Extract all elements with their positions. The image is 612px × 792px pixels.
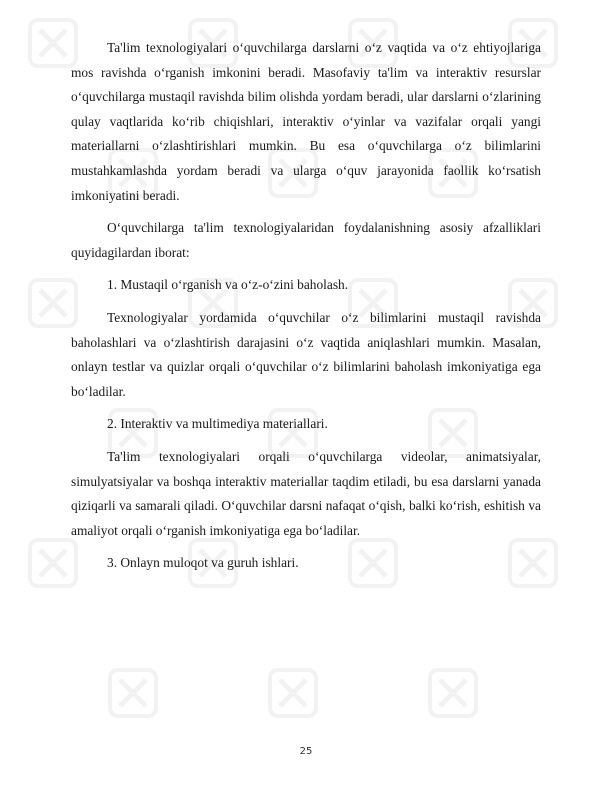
list-heading-3: 3. Onlayn muloqot va guruh ishlari.: [107, 555, 299, 571]
paragraph-multimedia: Ta'lim texnologiyalari orqali o‘quvchilarga videolar, animatsiyalar, simulyatsiyalar va boshqa interaktiv materiallar taqdim etiladi, bu esa darslarni yanada qiziqarli va samarali qiladi. O‘quvchilar darsni nafaqat o‘qish, balki ko‘rish, eshitish va amaliyot orqali o‘rganish imkoniyatiga ega bo‘ladilar.: [71, 448, 541, 538]
paragraph-self-assessment: Texnologiyalar yordamida o‘quvchilar o‘z bilimlarini mustaqil ravishda baholashlari va o‘zlashtirish darajasini o‘z vaqtida aniqlashlari mumkin. Masalan, onlayn testlar va quizlar orqali o‘quvchilar o‘z bilimlarini baholash imkoniyatiga ega bo‘ladilar.: [71, 309, 541, 399]
list-heading-2: 2. Interaktiv va multimediya materiallari.: [107, 416, 328, 432]
page-number: 25: [299, 746, 313, 757]
body-text: [71, 36, 541, 576]
paragraph-advantages-lead: O‘quvchilarga ta'lim texnologiyalaridan foydalanishning asosiy afzalliklari quyidagilardan iborat:: [71, 220, 541, 260]
list-heading-1: 1. Mustaqil o‘rganish va o‘z-o‘zini baholash.: [107, 277, 349, 293]
paragraph-intro: Ta'lim texnologiyalari o‘quvchilarga darslarni o‘z vaqtida va o‘z ehtiyojlariga mos ravishda o‘rganish imkonini beradi. Masofaviy ta'lim va interaktiv resurslar o‘quvchilarga mustaqil ravishda bilim olishda yordam beradi, ular darslarni o‘zlarining qulay vaqtlarida ko‘rib chiqishlari, interaktiv o‘yinlar va vazifalar orqali yangi materiallarni o‘zlashtirishlari mumkin. Bu esa o‘quvchilarga o‘z bilimlarini mustahkamlashda yordam beradi va ularga o‘quv jarayonida faollik ko‘rsatish imkoniyatini beradi.: [71, 40, 541, 203]
